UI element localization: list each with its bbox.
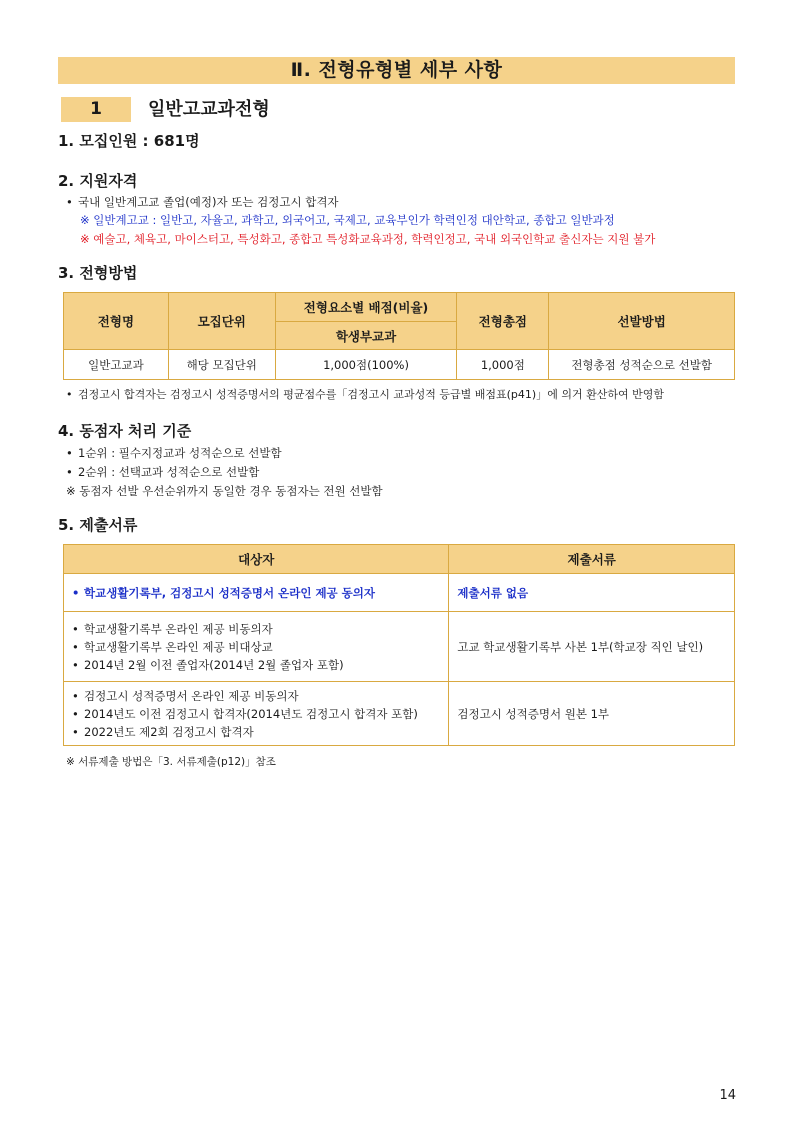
tie-item-1: • 1순위 : 필수지정교과 성적순으로 선발함 [66, 445, 282, 461]
th-unit: 모집단위 [168, 293, 275, 350]
th-record: 학생부교과 [275, 322, 457, 350]
list-item: • 학교생활기록부, 검정고시 성적증명서 온라인 제공 동의자 [72, 584, 448, 602]
th-method: 선발방법 [549, 293, 735, 350]
list-item: • 2022년도 제2회 검정고시 합격자 [72, 723, 448, 741]
heading-recruitment: 1. 모집인원 : 681명 [58, 132, 200, 150]
list-item: • 검정고시 성적증명서 온라인 제공 비동의자 [72, 687, 448, 705]
section-title: 일반고교과전형 [148, 99, 270, 120]
eligibility-item: • 국내 일반계고교 졸업(예정)자 또는 검정고시 합격자 [66, 194, 339, 210]
section-number: 1 [61, 97, 131, 122]
page-number: 14 [719, 1088, 736, 1103]
eligibility-note-red: ※ 예술고, 체육고, 마이스터고, 특성화고, 종합고 특성화교육과정, 학력인정고, 국내 외국인학교 출신자는 지원 불가 [80, 232, 656, 246]
th-name: 전형명 [64, 293, 169, 350]
documents-note: ※ 서류제출 방법은「3. 서류제출(p12)」참조 [66, 756, 276, 768]
td-total: 1,000점 [457, 350, 549, 380]
documents-table [63, 544, 735, 746]
th-target: 대상자 [64, 545, 449, 574]
row2-targets [64, 612, 449, 682]
row1-targets [64, 574, 449, 612]
method-table [63, 292, 735, 380]
th-docs: 제출서류 [449, 545, 735, 574]
list-item: • 학교생활기록부 온라인 제공 비대상교 [72, 638, 448, 656]
tie-note: ※ 동점자 선발 우선순위까지 동일한 경우 동점자는 전원 선발함 [66, 484, 383, 498]
page-title: Ⅱ. 전형유형별 세부 사항 [58, 57, 735, 84]
td-name: 일반고교과 [64, 350, 169, 380]
th-ratio: 전형요소별 배점(비율) [275, 293, 457, 322]
td-unit: 해당 모집단위 [168, 350, 275, 380]
tie-item-2: • 2순위 : 선택교과 성적순으로 선발함 [66, 464, 259, 480]
method-note: • 검정고시 합격자는 검정고시 성적증명서의 평균점수를「검정고시 교과성적 등급별 배점표(p41)」에 의거 환산하여 반영함 [66, 387, 664, 403]
row3-targets [64, 682, 449, 746]
heading-eligibility: 2. 지원자격 [58, 172, 138, 190]
eligibility-note-blue: ※ 일반계고교 : 일반고, 자율고, 과학고, 외국어고, 국제고, 교육부인가 학력인정 대안학교, 종합고 일반과정 [80, 213, 615, 227]
list-item: • 2014년 2월 이전 졸업자(2014년 2월 졸업자 포함) [72, 656, 448, 674]
heading-documents: 5. 제출서류 [58, 516, 138, 534]
row1-docs: 제출서류 없음 [449, 574, 735, 612]
list-item: • 학교생활기록부 온라인 제공 비동의자 [72, 620, 448, 638]
row3-docs: 검정고시 성적증명서 원본 1부 [449, 682, 735, 746]
list-item: • 2014년도 이전 검정고시 합격자(2014년도 검정고시 합격자 포함) [72, 705, 448, 723]
heading-method: 3. 전형방법 [58, 264, 138, 282]
th-total: 전형총점 [457, 293, 549, 350]
td-method: 전형총점 성적순으로 선발함 [549, 350, 735, 380]
heading-tie: 4. 동점자 처리 기준 [58, 422, 192, 440]
td-record: 1,000점(100%) [275, 350, 457, 380]
row2-docs: 고교 학교생활기록부 사본 1부(학교장 직인 날인) [449, 612, 735, 682]
